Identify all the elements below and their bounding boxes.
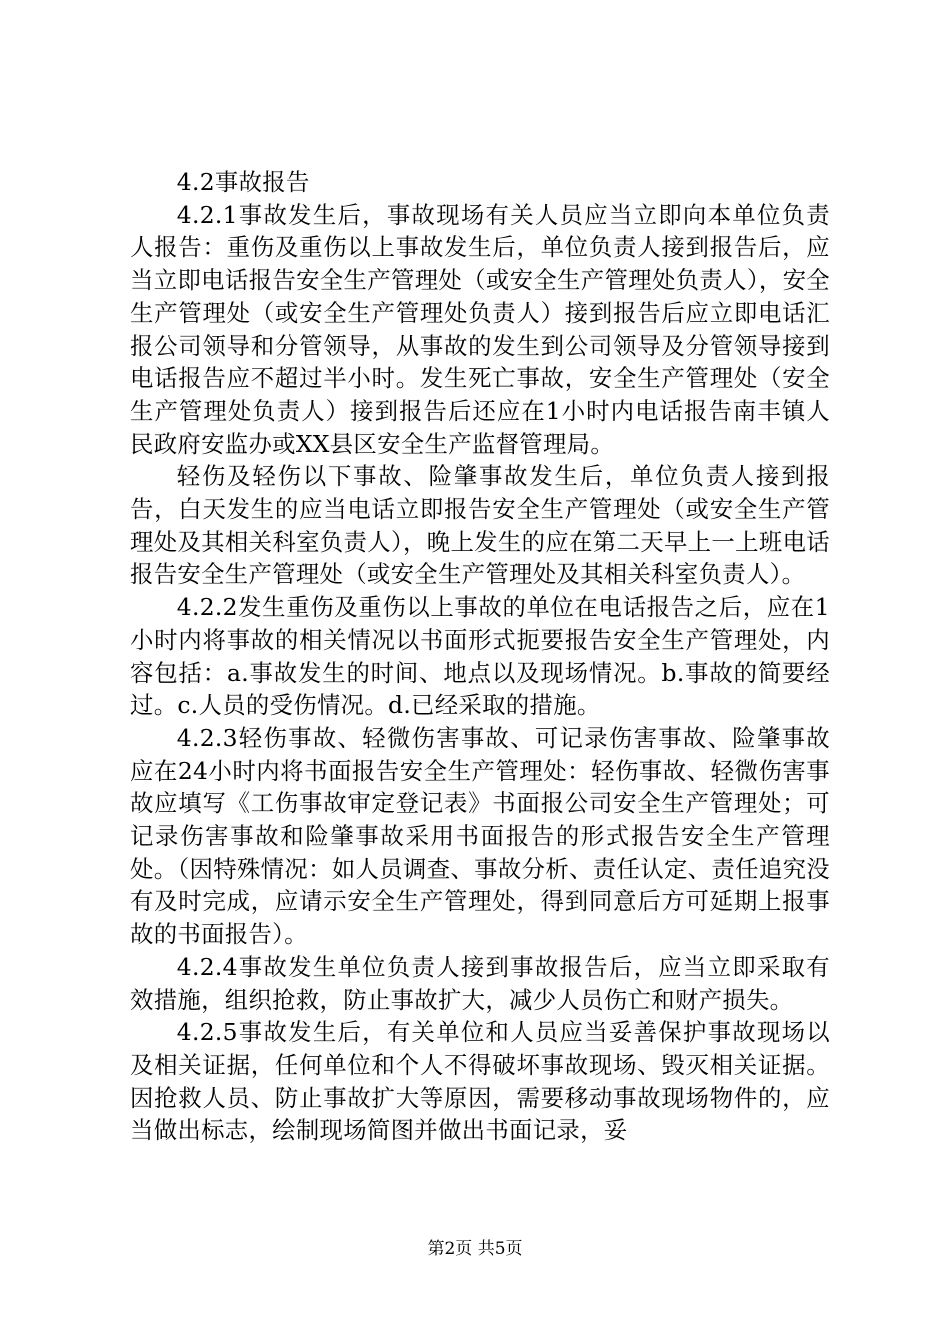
section-heading: 4.2事故报告	[176, 168, 310, 196]
document-body	[130, 166, 830, 1147]
paragraph-4-2-1: 4.2.1事故发生后，事故现场有关人员应当立即向本单位负责人报告：重伤及重伤以上事故发生后，单位负责人接到报告后，应当立即电话报告安全生产管理处（或安全生产管理处负责人），安全生产管理处（或安全生产管理处负责人）接到报告后应立即电话汇报公司领导和分管领导，从事故的发生到公司领导及分管领导接到电话报告应不超过半小时。发生死亡事故，安全生产管理处（安全生产管理处负责人）接到报告后还应在1小时内电话报告南丰镇人民政府安监办或XX县区安全生产监督管理局。	[130, 200, 830, 458]
paragraph-4-2-2: 4.2.2发生重伤及重伤以上事故的单位在电话报告之后，应在1小时内将事故的相关情况以书面形式扼要报告安全生产管理处，内容包括：a.事故发生的时间、地点以及现场情况。b.事故的简要经过。c.人员的受伤情况。d.已经采取的措施。	[130, 593, 830, 720]
page-number-footer: 第2页 共5页	[427, 1239, 523, 1259]
paragraph-4-2-4: 4.2.4事故发生单位负责人接到事故报告后，应当立即采取有效措施，组织抢救，防止事故扩大，减少人员伤亡和财产损失。	[130, 952, 830, 1014]
paragraph-minor-injury: 轻伤及轻伤以下事故、险肇事故发生后，单位负责人接到报告，白天发生的应当电话立即报告安全生产管理处（或安全生产管理处及其相关科室负责人），晚上发生的应在第二天早上一上班电话报告安全生产管理处（或安全生产管理处及其相关科室负责人）。	[130, 462, 830, 589]
paragraph-4-2-5: 4.2.5事故发生后，有关单位和人员应当妥善保护事故现场以及相关证据，任何单位和个人不得破坏事故现场、毁灭相关证据。因抢救人员、防止事故扩大等原因，需要移动事故现场物件的，应当做出标志，绘制现场简图并做出书面记录，妥	[130, 1018, 830, 1145]
paragraph-4-2-3: 4.2.3轻伤事故、轻微伤害事故、可记录伤害事故、险肇事故应在24小时内将书面报告安全生产管理处：轻伤事故、轻微伤害事故应填写《工伤事故审定登记表》书面报公司安全生产管理处；可记录伤害事故和险肇事故采用书面报告的形式报告安全生产管理处。（因特殊情况：如人员调查、事故分析、责任认定、责任追究没有及时完成，应请示安全生产管理处，得到同意后方可延期上报事故的书面报告）。	[130, 723, 830, 949]
